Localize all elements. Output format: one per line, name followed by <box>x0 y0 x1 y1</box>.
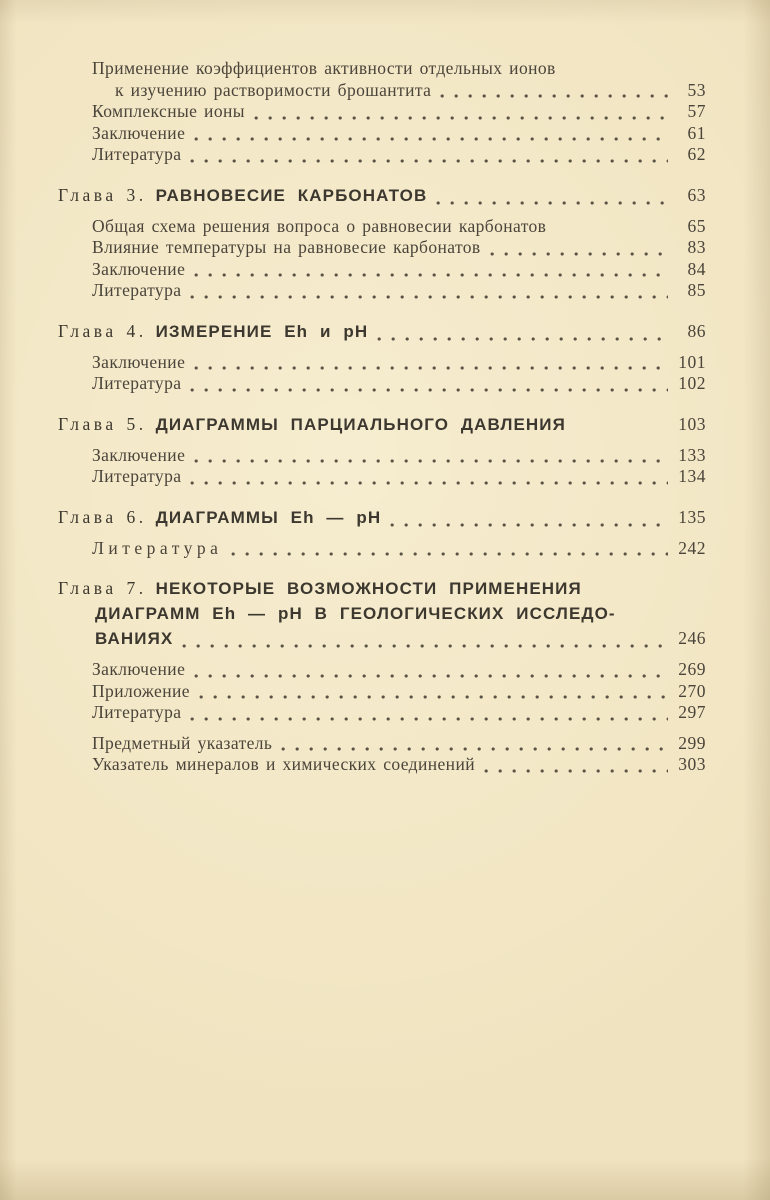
toc-line <box>92 280 706 302</box>
toc-line <box>92 466 706 488</box>
dot-leader <box>484 769 668 773</box>
entry-title: Литература <box>92 373 182 393</box>
dot-leader <box>194 674 668 678</box>
toc-line <box>58 505 706 530</box>
toc-entry <box>92 373 706 395</box>
toc-line <box>58 601 706 626</box>
toc-line <box>92 681 706 703</box>
toc-group-indexes <box>58 733 706 776</box>
toc-line <box>92 216 706 238</box>
toc-line <box>92 538 706 560</box>
toc-group-chapter-2-tail <box>58 58 706 166</box>
entry-title: Заключение <box>92 258 186 279</box>
page-number: 57 <box>687 101 706 121</box>
page-number: 135 <box>678 506 706 527</box>
entry-title: Литература <box>92 702 182 722</box>
entry-title: Заключение <box>92 351 186 372</box>
toc-line <box>92 733 706 755</box>
chapter-title: ДИАГРАММЫ ПАРЦИАЛЬНОГО ДАВЛЕНИЯ <box>155 414 566 434</box>
entry-title: Приложение <box>92 680 190 701</box>
toc-line <box>92 373 706 395</box>
toc-group-chapter-7 <box>58 576 706 724</box>
toc-entry <box>58 183 706 208</box>
entry-title: Указатель минералов и химических соединений <box>92 754 475 774</box>
dot-leader <box>194 366 668 370</box>
page-number: 297 <box>678 702 706 722</box>
page-number: 303 <box>678 754 706 774</box>
toc-line <box>92 754 706 776</box>
page-number: 133 <box>678 444 706 465</box>
dot-leader <box>182 644 668 648</box>
entry-title: Литература <box>92 280 182 300</box>
toc-entry <box>92 144 706 166</box>
dot-leader <box>390 523 668 527</box>
toc-line <box>92 237 706 259</box>
chapter-title: ДИАГРАММЫ Eh — pH <box>155 507 382 527</box>
toc-entry <box>92 352 706 374</box>
toc-entry <box>92 754 706 776</box>
chapter-label: Глава 7. <box>58 578 147 598</box>
dot-leader <box>190 159 668 163</box>
dot-leader <box>190 717 668 721</box>
page-number: 63 <box>687 184 706 205</box>
toc-entry <box>58 412 706 437</box>
toc-entry <box>92 280 706 302</box>
chapter-label: Глава 3. <box>58 184 147 205</box>
dot-leader <box>436 201 668 205</box>
dot-leader <box>377 337 668 341</box>
toc-line <box>92 58 706 80</box>
page-number: 269 <box>678 659 706 679</box>
dot-leader <box>190 388 668 392</box>
toc-line <box>92 259 706 281</box>
entry-title: Применение коэффициентов активности отдельных ионов <box>92 58 556 78</box>
toc-entry <box>92 123 706 145</box>
page-number: 65 <box>687 215 706 236</box>
entry-title: Предметный указатель <box>92 732 273 753</box>
toc-entry <box>92 702 706 724</box>
toc-line <box>58 183 706 208</box>
chapter-label: Глава 6. <box>58 506 147 527</box>
dot-leader <box>490 252 668 256</box>
toc-group-chapter-5 <box>58 412 706 488</box>
toc-entry <box>92 733 706 755</box>
table-of-contents <box>58 58 706 793</box>
toc-entry <box>92 538 706 560</box>
entry-title: Комплексные ионы <box>92 101 245 121</box>
page-number: 242 <box>678 537 706 558</box>
dot-leader <box>281 747 668 751</box>
toc-entry <box>92 445 706 467</box>
page-number: 299 <box>678 732 706 753</box>
page-number: 86 <box>687 320 706 341</box>
page-number: 62 <box>687 144 706 164</box>
dot-leader <box>231 552 668 556</box>
toc-line <box>58 412 706 437</box>
entry-title: Заключение <box>92 659 186 679</box>
chapter-label: Глава 4. <box>58 320 147 341</box>
dot-leader <box>440 94 668 98</box>
chapter-title: НЕКОТОРЫЕ ВОЗМОЖНОСТИ ПРИМЕНЕНИЯ <box>155 579 582 598</box>
toc-line <box>92 123 706 145</box>
toc-group-chapter-4 <box>58 319 706 395</box>
chapter-title: ВАНИЯХ <box>95 629 174 648</box>
toc-line <box>92 144 706 166</box>
dot-leader <box>194 137 668 141</box>
dot-leader <box>190 481 668 485</box>
chapter-title: ДИАГРАММ Eh — pH В ГЕОЛОГИЧЕСКИХ ИССЛЕДО- <box>95 604 616 623</box>
toc-line <box>92 80 706 102</box>
entry-title: Литература <box>92 537 223 558</box>
page-number: 85 <box>687 280 706 300</box>
toc-entry <box>92 681 706 703</box>
toc-entry <box>92 216 706 238</box>
page-number: 102 <box>678 373 706 393</box>
toc-line <box>92 445 706 467</box>
toc-line <box>92 101 706 123</box>
toc-entry <box>92 659 706 681</box>
toc-line <box>58 319 706 344</box>
page-number: 61 <box>687 122 706 143</box>
toc-line <box>58 626 706 651</box>
toc-entry <box>58 576 706 651</box>
dot-leader <box>199 695 668 699</box>
entry-title: Заключение <box>92 122 186 143</box>
page-number: 103 <box>678 413 706 434</box>
toc-line <box>92 659 706 681</box>
dot-leader <box>254 116 668 120</box>
toc-entry <box>92 237 706 259</box>
page-number: 270 <box>678 680 706 701</box>
page-number: 84 <box>687 258 706 279</box>
entry-title: Общая схема решения вопроса о равновесии карбонатов <box>92 215 547 236</box>
page-number: 53 <box>687 79 706 100</box>
toc-entry <box>92 259 706 281</box>
chapter-title: РАВНОВЕСИЕ КАРБОНАТОВ <box>155 185 428 205</box>
toc-group-chapter-6 <box>58 505 706 560</box>
dot-leader <box>190 295 668 299</box>
toc-entry <box>58 505 706 530</box>
entry-title: Литература <box>92 466 182 486</box>
toc-line <box>92 702 706 724</box>
entry-title: к изучению растворимости брошантита <box>115 79 432 100</box>
toc-group-chapter-3 <box>58 183 706 302</box>
toc-line <box>92 352 706 374</box>
entry-title: Влияние температуры на равновесие карбонатов <box>92 237 481 257</box>
toc-entry <box>58 319 706 344</box>
entry-title: Заключение <box>92 444 186 465</box>
toc-entry <box>92 466 706 488</box>
page-number: 134 <box>678 466 706 486</box>
dot-leader <box>194 273 668 277</box>
page-number: 101 <box>678 351 706 372</box>
chapter-label: Глава 5. <box>58 413 147 434</box>
page-number: 246 <box>678 628 706 648</box>
chapter-title: ИЗМЕРЕНИЕ Eh и pH <box>155 321 369 341</box>
page-number: 83 <box>687 237 706 257</box>
toc-entry <box>92 58 706 101</box>
entry-title: Литература <box>92 144 182 164</box>
toc-line <box>58 576 706 601</box>
toc-entry <box>92 101 706 123</box>
dot-leader <box>194 459 668 463</box>
